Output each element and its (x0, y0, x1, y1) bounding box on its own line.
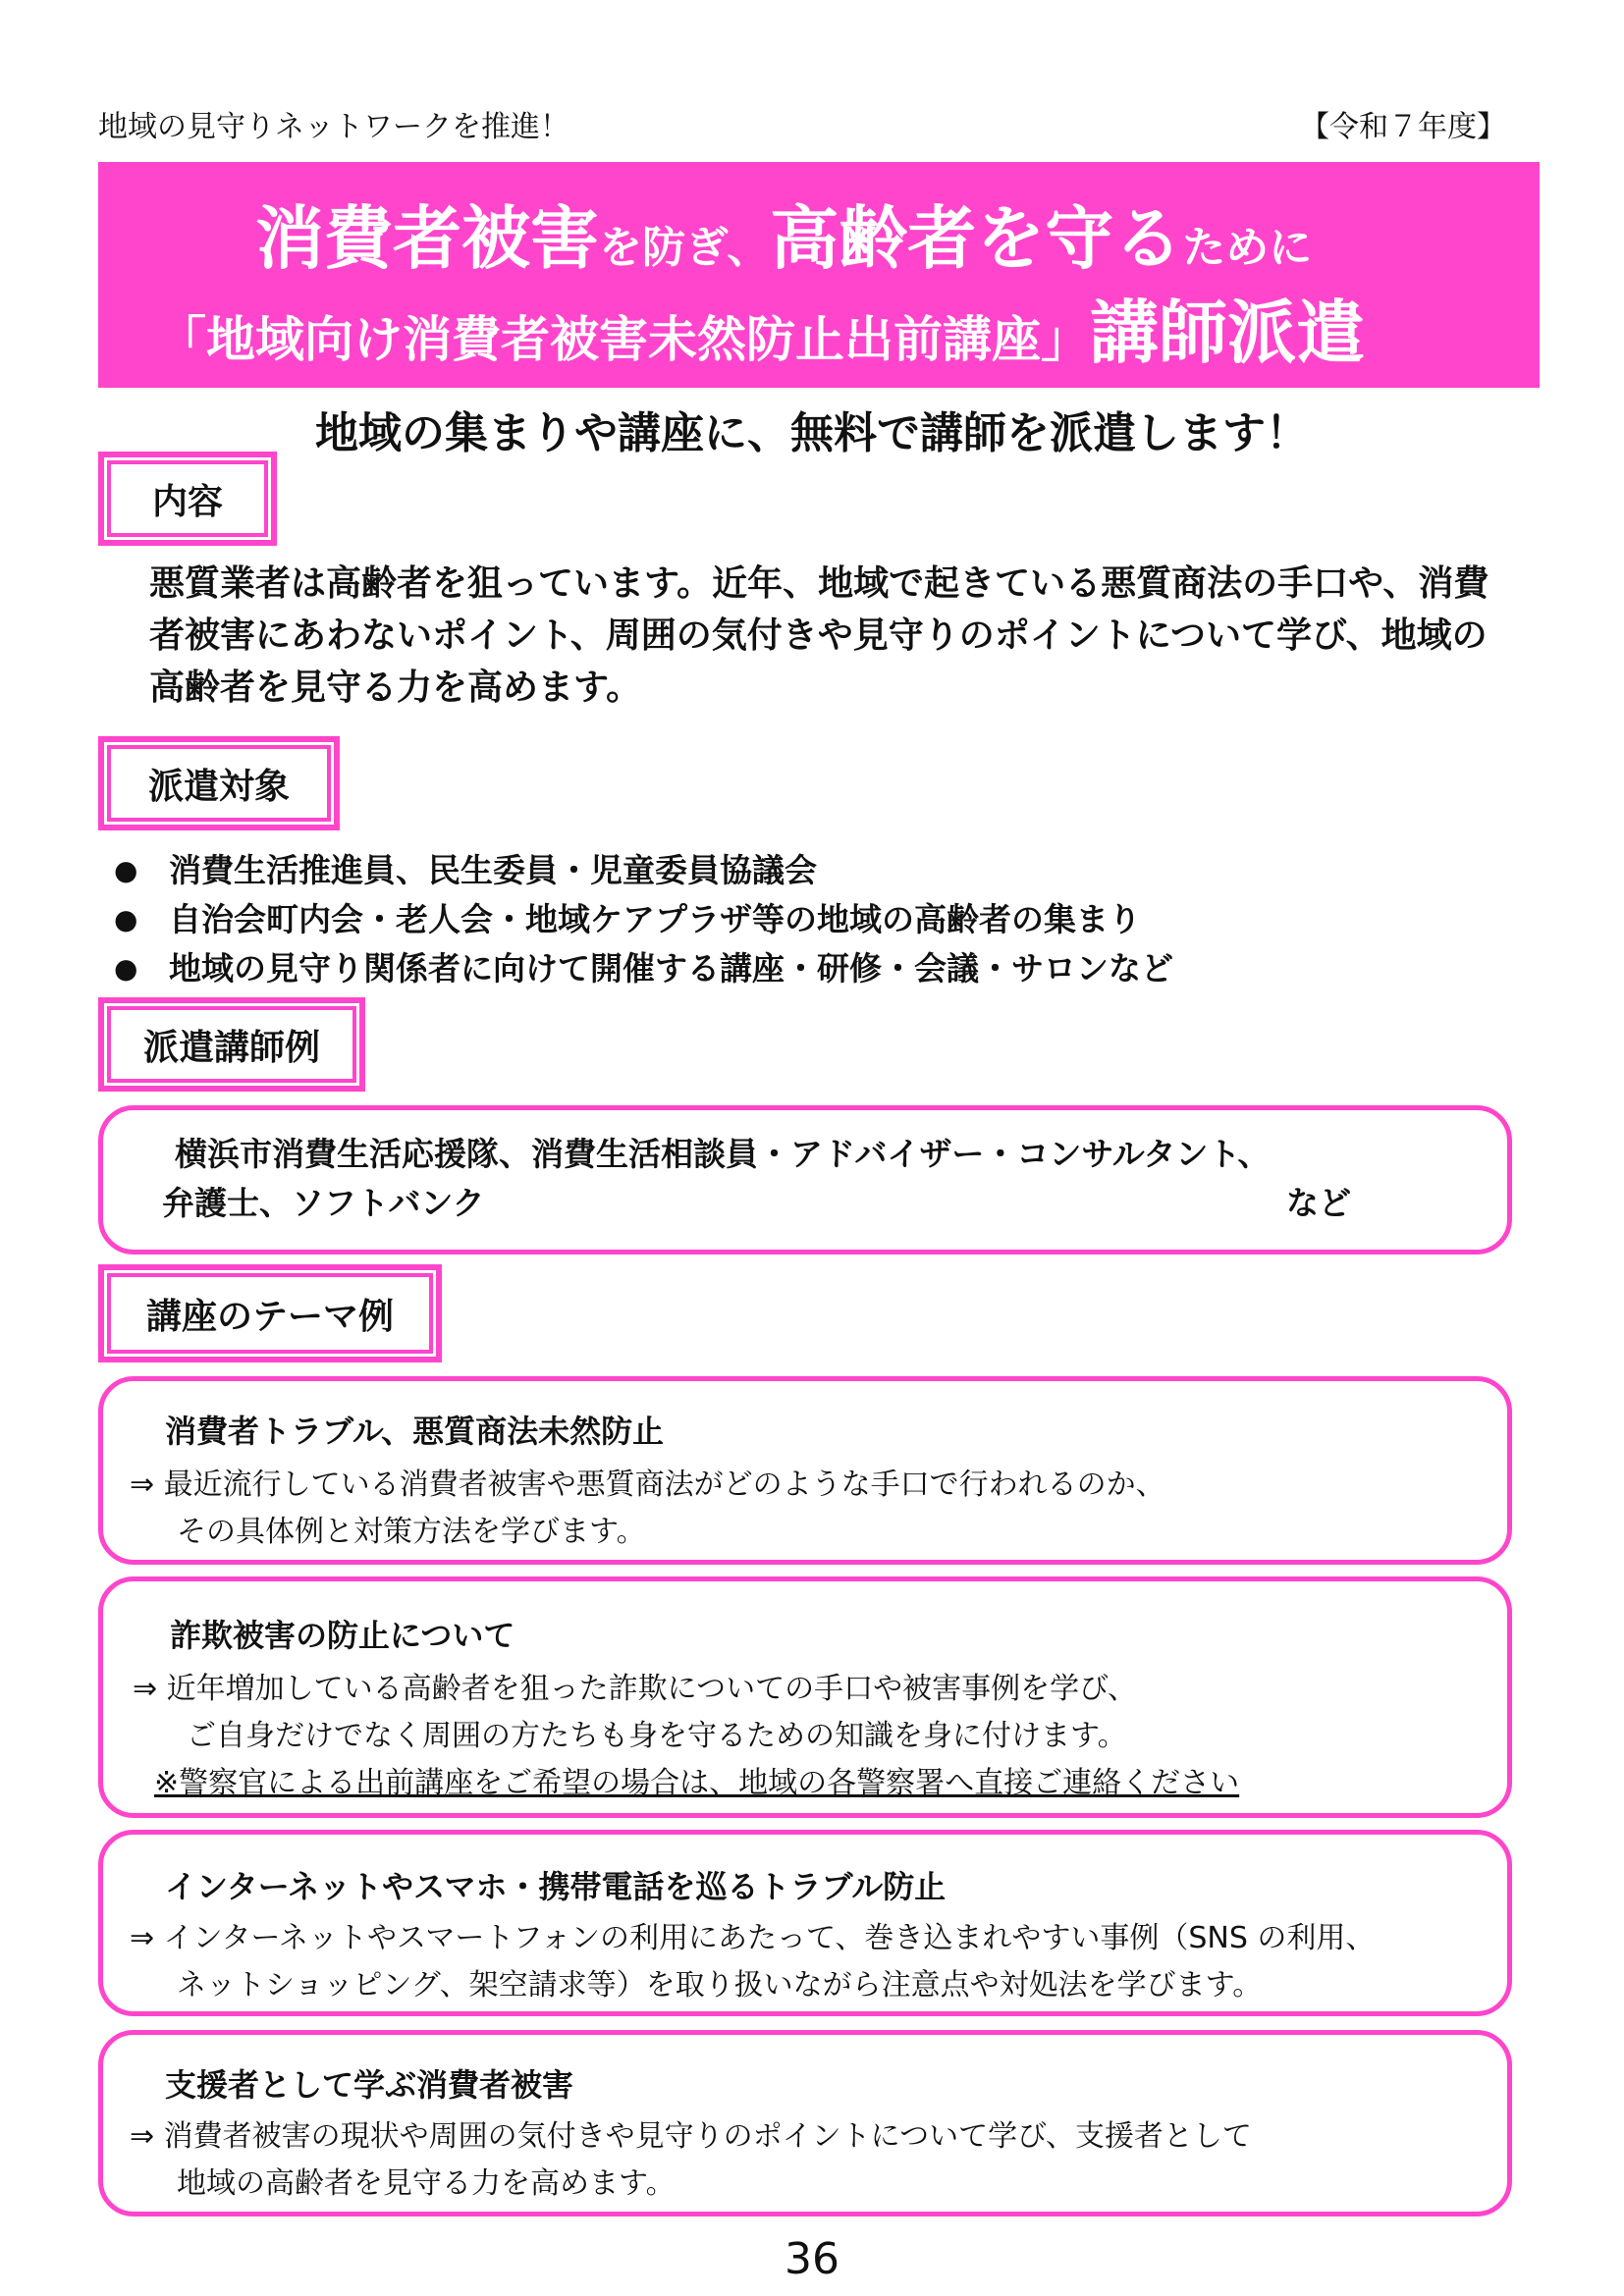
theme-line: 地域の高齢者を見守る力を高めます。 (177, 2166, 676, 2201)
theme-line: ご自身だけでなく周囲の方たちも身を守るための知識を身に付けます。 (187, 1719, 1127, 1753)
theme-line: ⇒ インターネットやスマートフォンの利用にあたって、巻き込まれやすい事例（SNS の利用、 (130, 1921, 1376, 1955)
theme-line: ネットショッピング、架空請求等）を取り扱いながら注意点や対処法を学びます。 (177, 1968, 1263, 2002)
theme-box-3 (98, 1830, 1512, 2016)
banner-text-dispatch: 講師派遣 (1090, 293, 1365, 373)
content-body-text: 悪質業者は高齢者を狙っています。近年、地域で起きている悪質商法の手口や、消費者被害にあわないポイント、周囲の気付きや見守りのポイントについて学び、地域の高齢者を見守る力を高めます。 (149, 563, 1489, 708)
theme-title: 消費者トラブル、悪質商法未然防止 (165, 1413, 665, 1450)
title-banner (98, 162, 1540, 388)
theme-line: ⇒ 最近流行している消費者被害や悪質商法がどのような手口で行われるのか、 (130, 1468, 1165, 1502)
theme-line: その具体例と対策方法を学びます。 (177, 1515, 646, 1549)
theme-box-4 (98, 2030, 1512, 2216)
theme-line: ⇒ 近年増加している高齢者を狙った詐欺についての手口や被害事例を学び、 (133, 1672, 1137, 1706)
theme-title: 詐欺被害の防止について (170, 1617, 515, 1654)
banner-text-prevent: を防ぎ、 (599, 223, 771, 273)
page-number: 36 (785, 2234, 839, 2284)
theme-title: インターネットやスマホ・携帯電話を巡るトラブル防止 (165, 1868, 947, 1905)
section-heading-content: 内容 (98, 452, 277, 546)
banner-text-course-name: 「地域向け消費者被害未然防止出前講座」 (157, 311, 1090, 368)
banner-text-for: ために (1182, 223, 1313, 273)
banner-text-consumer-damage: 消費者被害 (255, 198, 599, 279)
target-list (108, 846, 1173, 993)
section-heading-themes: 講座のテーマ例 (98, 1264, 442, 1362)
list-item: ● 消費生活推進員、民生委員・児童委員協議会 (108, 846, 1173, 895)
instructors-line-1: 横浜市消費生活応援隊、消費生活相談員・アドバイザー・コンサルタント、 (175, 1135, 1271, 1173)
list-item: ● 地域の見守り関係者に向けて開催する講座・研修・会議・サロンなど (108, 944, 1173, 993)
lead-text: 地域の集まりや講座に、無料で講師を派遣します！ (315, 408, 1309, 458)
banner-line-2 (157, 278, 1365, 377)
theme-line: ⇒ 消費者被害の現状や周囲の気付きや見守りのポイントについて学び、支援者として (130, 2119, 1252, 2154)
content-body (149, 558, 1504, 714)
banner-line-1 (255, 184, 1312, 283)
theme-box-1 (98, 1376, 1512, 1565)
section-heading-target: 派遣対象 (98, 736, 340, 830)
header-year-label: 【令和７年度】 (1300, 110, 1506, 144)
banner-text-protect-elderly: 高齢者を守る (770, 198, 1183, 279)
theme-title: 支援者として学ぶ消費者被害 (165, 2066, 574, 2104)
section-heading-instructors: 派遣講師例 (98, 997, 365, 1092)
police-note: ※警察官による出前講座をご希望の場合は、地域の各警察署へ直接ご連絡ください (154, 1766, 1240, 1800)
instructors-suffix: など (1286, 1184, 1351, 1222)
theme-box-2 (98, 1576, 1512, 1818)
header-left-text: 地域の見守りネットワークを推進！ (98, 110, 569, 144)
instructors-line-2: 弁護士、ソフトバンク (162, 1184, 485, 1222)
list-item: ● 自治会町内会・老人会・地域ケアプラザ等の地域の高齢者の集まり (108, 895, 1173, 944)
